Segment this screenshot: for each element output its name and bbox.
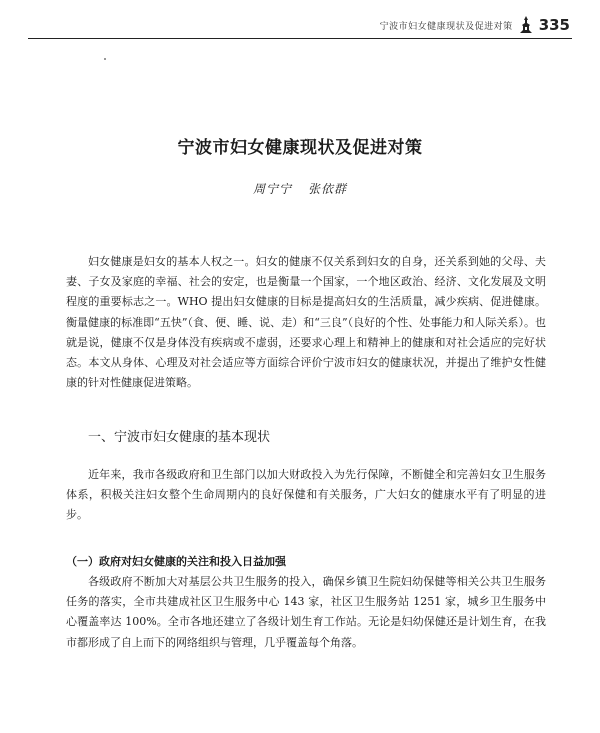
article-title: 宁波市妇女健康现状及促进对策 [177, 138, 423, 158]
author-name: 周宁宁 [252, 182, 292, 196]
author-name: 张依群 [308, 182, 348, 196]
tower-emblem-icon [519, 16, 533, 34]
margin-dot [104, 58, 106, 60]
section-paragraph: 近年来，我市各级政府和卫生部门以加大财政投入为先行保障，不断健全和完善妇女卫生服务体系，积极关注妇女整个生命周期内的良好保健和有关服务，广大妇女的健康水平有了明显的进步。 [66, 468, 546, 522]
authors [0, 180, 600, 197]
subsection-paragraph: 各级政府不断加大对基层公共卫生服务的投入，确保乡镇卫生院妇幼保健等相关公共卫生服务任务的落实，全市共建成社区卫生服务中心 143 家，社区卫生服务站 1251 家，城乡卫生服务中心覆盖率达 100%。全市各地还建立了各级计划生育工作站。无论是妇幼保健还是计划生育，在我市都形成了自上而下的网络组织与管理，几乎覆盖每个角落。 [66, 575, 546, 649]
intro-paragraph: 妇女健康是妇女的基本人权之一。妇女的健康不仅关系到妇女的自身，还关系到她的父母、夫妻、子女及家庭的幸福、社会的安定，也是衡量一个国家，一个地区政治、经济、文化发展及文明程度的重要标志之一。WHO 提出妇女健康的目标是提高妇女的生活质量，减少疾病、促进健康。衡量健康的标准即“五快”（食、便、睡、说、走）和“三良”（良好的个性、处事能力和人际关系）。也就是说，健康不仅是身体没有疾病或不虚弱，还要求心理上和精神上的健康和对社会适应的完好状态。本文从身体、心理及对社会适应等方面综合评价宁波市妇女的健康状况，并提出了维护女性健康的针对性健康促进策略。 [66, 255, 546, 390]
page-number: 335 [538, 16, 570, 34]
header-rule [28, 38, 572, 39]
running-header [380, 14, 570, 36]
running-title: 宁波市妇女健康现状及促进对策 [379, 21, 513, 32]
subsection-heading: （一）政府对妇女健康的关注和投入日益加强 [66, 555, 286, 568]
section-heading: 一、宁波市妇女健康的基本现状 [88, 430, 271, 445]
